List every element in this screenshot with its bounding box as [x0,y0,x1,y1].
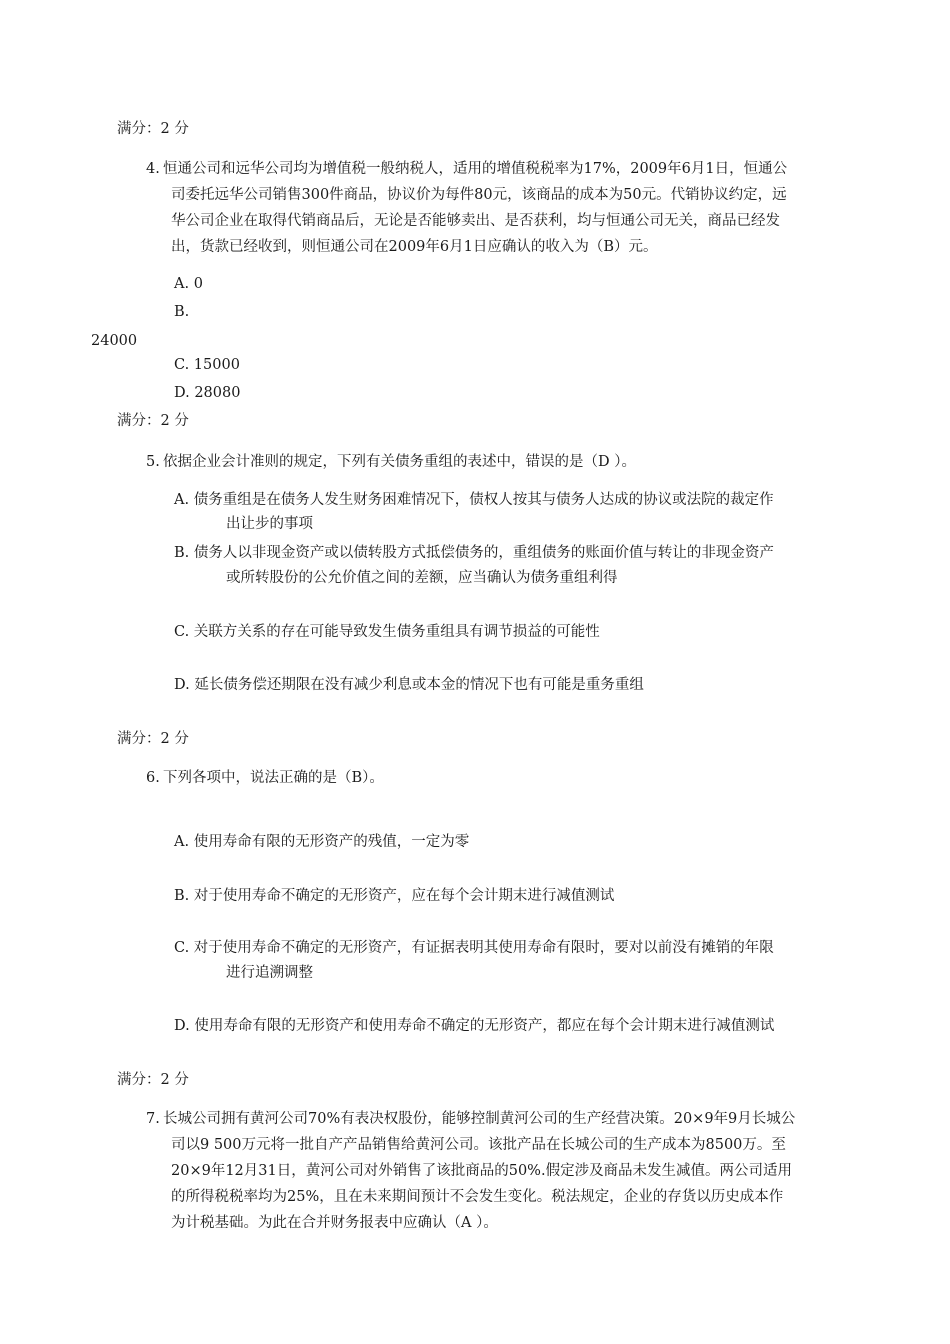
question-stem-line: 司委托远华公司销售300件商品，协议价为每件80元，该商品的成本为50元。代销协议约定，远 [171,187,787,203]
question-stem: 下列各项中，说法正确的是（B）。 [163,770,384,786]
option-b-line: B. 债务人以非现金资产或以债转股方式抵偿债务的，重组债务的账面价值与转让的非现金资产 [174,545,774,561]
option-c-line: C. 对于使用寿命不确定的无形资产，有证据表明其使用寿命有限时，要对以前没有摊销的年限 [174,940,774,956]
question-stem-line: 司以9 500万元将一批自产产品销售给黄河公司。该批产品在长城公司的生产成本为8500万。至 [171,1137,786,1153]
option-c: C. 关联方关系的存在可能导致发生债务重组具有调节损益的可能性 [174,624,600,640]
question-stem-line: 华公司企业在取得代销商品后，无论是否能够卖出、是否获利，均与恒通公司无关，商品已经发 [171,213,780,229]
question-stem: 依据企业会计准则的规定，下列有关债务重组的表述中，错误的是（D ）。 [163,454,636,470]
option-b: B. 对于使用寿命不确定的无形资产，应在每个会计期末进行减值测试 [174,888,615,904]
option-b-value: 24000 [91,333,138,349]
score-label: 满分：2 分 [117,1072,189,1088]
option-c: C. 15000 [174,357,240,373]
score-label: 满分：2 分 [117,121,189,137]
question-stem-line: 长城公司拥有黄河公司70%有表决权股份，能够控制黄河公司的生产经营决策。20×9年9月长城公 [163,1111,796,1127]
option-d: D. 使用寿命有限的无形资产和使用寿命不确定的无形资产，都应在每个会计期末进行减值测试 [174,1018,775,1034]
question-number: 7. [146,1111,160,1127]
question-stem-line: 出，货款已经收到，则恒通公司在2009年6月1日应确认的收入为（B）元。 [171,239,658,255]
option-c-line: 进行追溯调整 [226,965,313,981]
question-stem-line: 恒通公司和远华公司均为增值税一般纳税人，适用的增值税税率为17%，2009年6月1日，恒通公 [163,161,788,177]
score-label: 满分：2 分 [117,413,189,429]
option-a: A. 使用寿命有限的无形资产的残值，一定为零 [174,834,470,850]
question-stem-line: 20×9年12月31日，黄河公司对外销售了该批商品的50%.假定涉及商品未发生减值。两公司适用 [171,1163,793,1179]
question-stem-line: 的所得税税率均为25%，且在未来期间预计不会发生变化。税法规定，企业的存货以历史成本作 [171,1189,784,1205]
question-number: 6. [146,770,160,786]
option-b-line: 或所转股份的公允价值之间的差额，应当确认为债务重组利得 [226,570,618,586]
score-label: 满分：2 分 [117,731,189,747]
question-stem-line: 为计税基础。为此在合并财务报表中应确认（A ）。 [171,1215,498,1231]
option-b: B. [174,304,190,320]
question-number: 5. [146,454,160,470]
question-number: 4. [146,161,160,177]
option-a-line: 出让步的事项 [226,516,313,532]
option-a: A. 0 [174,276,203,292]
option-d: D. 28080 [174,385,241,401]
option-d: D. 延长债务偿还期限在没有减少利息或本金的情况下也有可能是重务重组 [174,677,644,693]
option-a-line: A. 债务重组是在债务人发生财务困难情况下，债权人按其与债务人达成的协议或法院的裁定作 [174,492,774,508]
